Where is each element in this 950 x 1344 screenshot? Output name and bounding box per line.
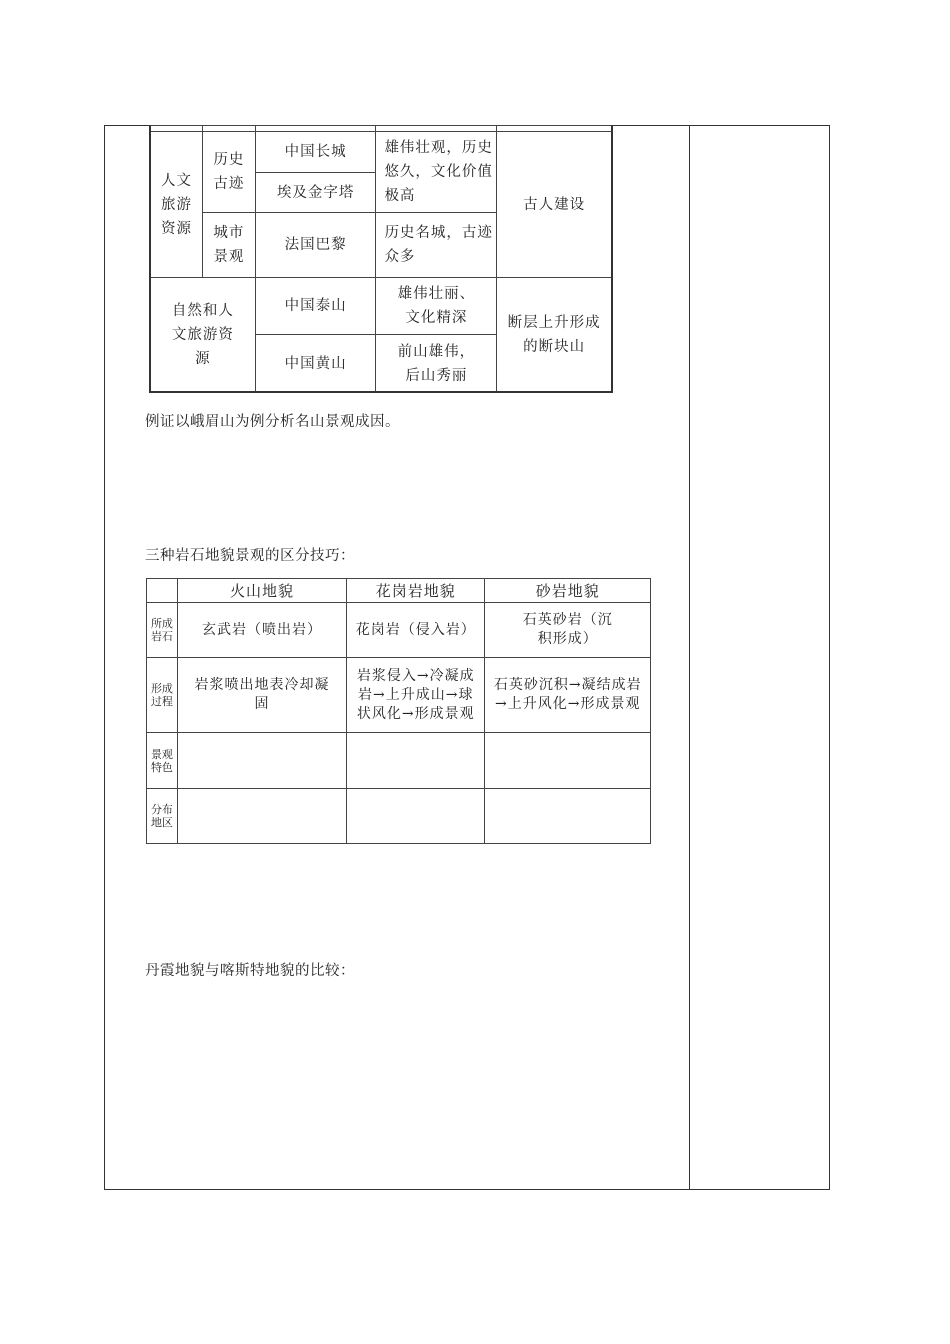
feature-sandstone	[485, 733, 651, 789]
side-rock: 所成岩石	[147, 603, 178, 658]
emei-example-text: 例证以峨眉山为例分析名山景观成因。	[145, 414, 400, 430]
fault-mountain-cell: 断层上升形成的断块山	[497, 278, 612, 393]
danxia-karst-heading: 丹霞地貌与喀斯特地貌的比较：	[145, 963, 355, 979]
process-sandstone: 石英砂沉积→凝结成岩→上升风化→形成景观	[485, 658, 651, 733]
pyramid-cell: 埃及金字塔	[255, 173, 376, 213]
natural-human-label: 自然和人文旅游资源	[151, 278, 256, 393]
great-wall-cell: 中国长城	[255, 132, 376, 173]
paris-desc: 历史名城，古迹众多	[376, 213, 497, 278]
human-resources-label: 人文旅游资源	[151, 132, 203, 278]
side-process: 形成过程	[147, 658, 178, 733]
huangshan-desc: 前山雄伟，后山秀丽	[376, 335, 497, 393]
feature-volcanic	[177, 733, 346, 789]
rock-sandstone: 石英砂岩（沉积形成）	[485, 603, 651, 658]
paris-cell: 法国巴黎	[255, 213, 376, 278]
feature-granite	[347, 733, 485, 789]
tourism-resources-table	[150, 125, 612, 393]
city-label: 城市景观	[202, 213, 255, 278]
side-feature: 景观特色	[147, 733, 178, 789]
distribution-sandstone	[485, 789, 651, 844]
huangshan-cell: 中国黄山	[255, 335, 376, 393]
header-granite: 花岗岩地貌	[347, 579, 485, 603]
rock-landform-table	[146, 578, 651, 844]
rock-granite: 花岗岩（侵入岩）	[347, 603, 485, 658]
rock-landform-heading: 三种岩石地貌景观的区分技巧：	[145, 548, 355, 564]
process-granite: 岩浆侵入→冷凝成岩→上升成山→球状风化→形成景观	[347, 658, 485, 733]
distribution-volcanic	[177, 789, 346, 844]
header-sandstone: 砂岩地貌	[485, 579, 651, 603]
distribution-granite	[347, 789, 485, 844]
frame-column-divider	[689, 125, 690, 1190]
historic-label: 历史古迹	[202, 132, 255, 213]
taishan-cell: 中国泰山	[255, 278, 376, 335]
table-corner	[147, 579, 178, 603]
great-wall-desc: 雄伟壮观，历史悠久，文化价值极高	[376, 132, 497, 213]
side-distribution: 分布地区	[147, 789, 178, 844]
process-volcanic: 岩浆喷出地表冷却凝固	[177, 658, 346, 733]
rock-volcanic: 玄武岩（喷出岩）	[177, 603, 346, 658]
taishan-desc: 雄伟壮丽、文化精深	[376, 278, 497, 335]
ancient-build-cell: 古人建设	[497, 132, 612, 278]
header-volcanic: 火山地貌	[177, 579, 346, 603]
